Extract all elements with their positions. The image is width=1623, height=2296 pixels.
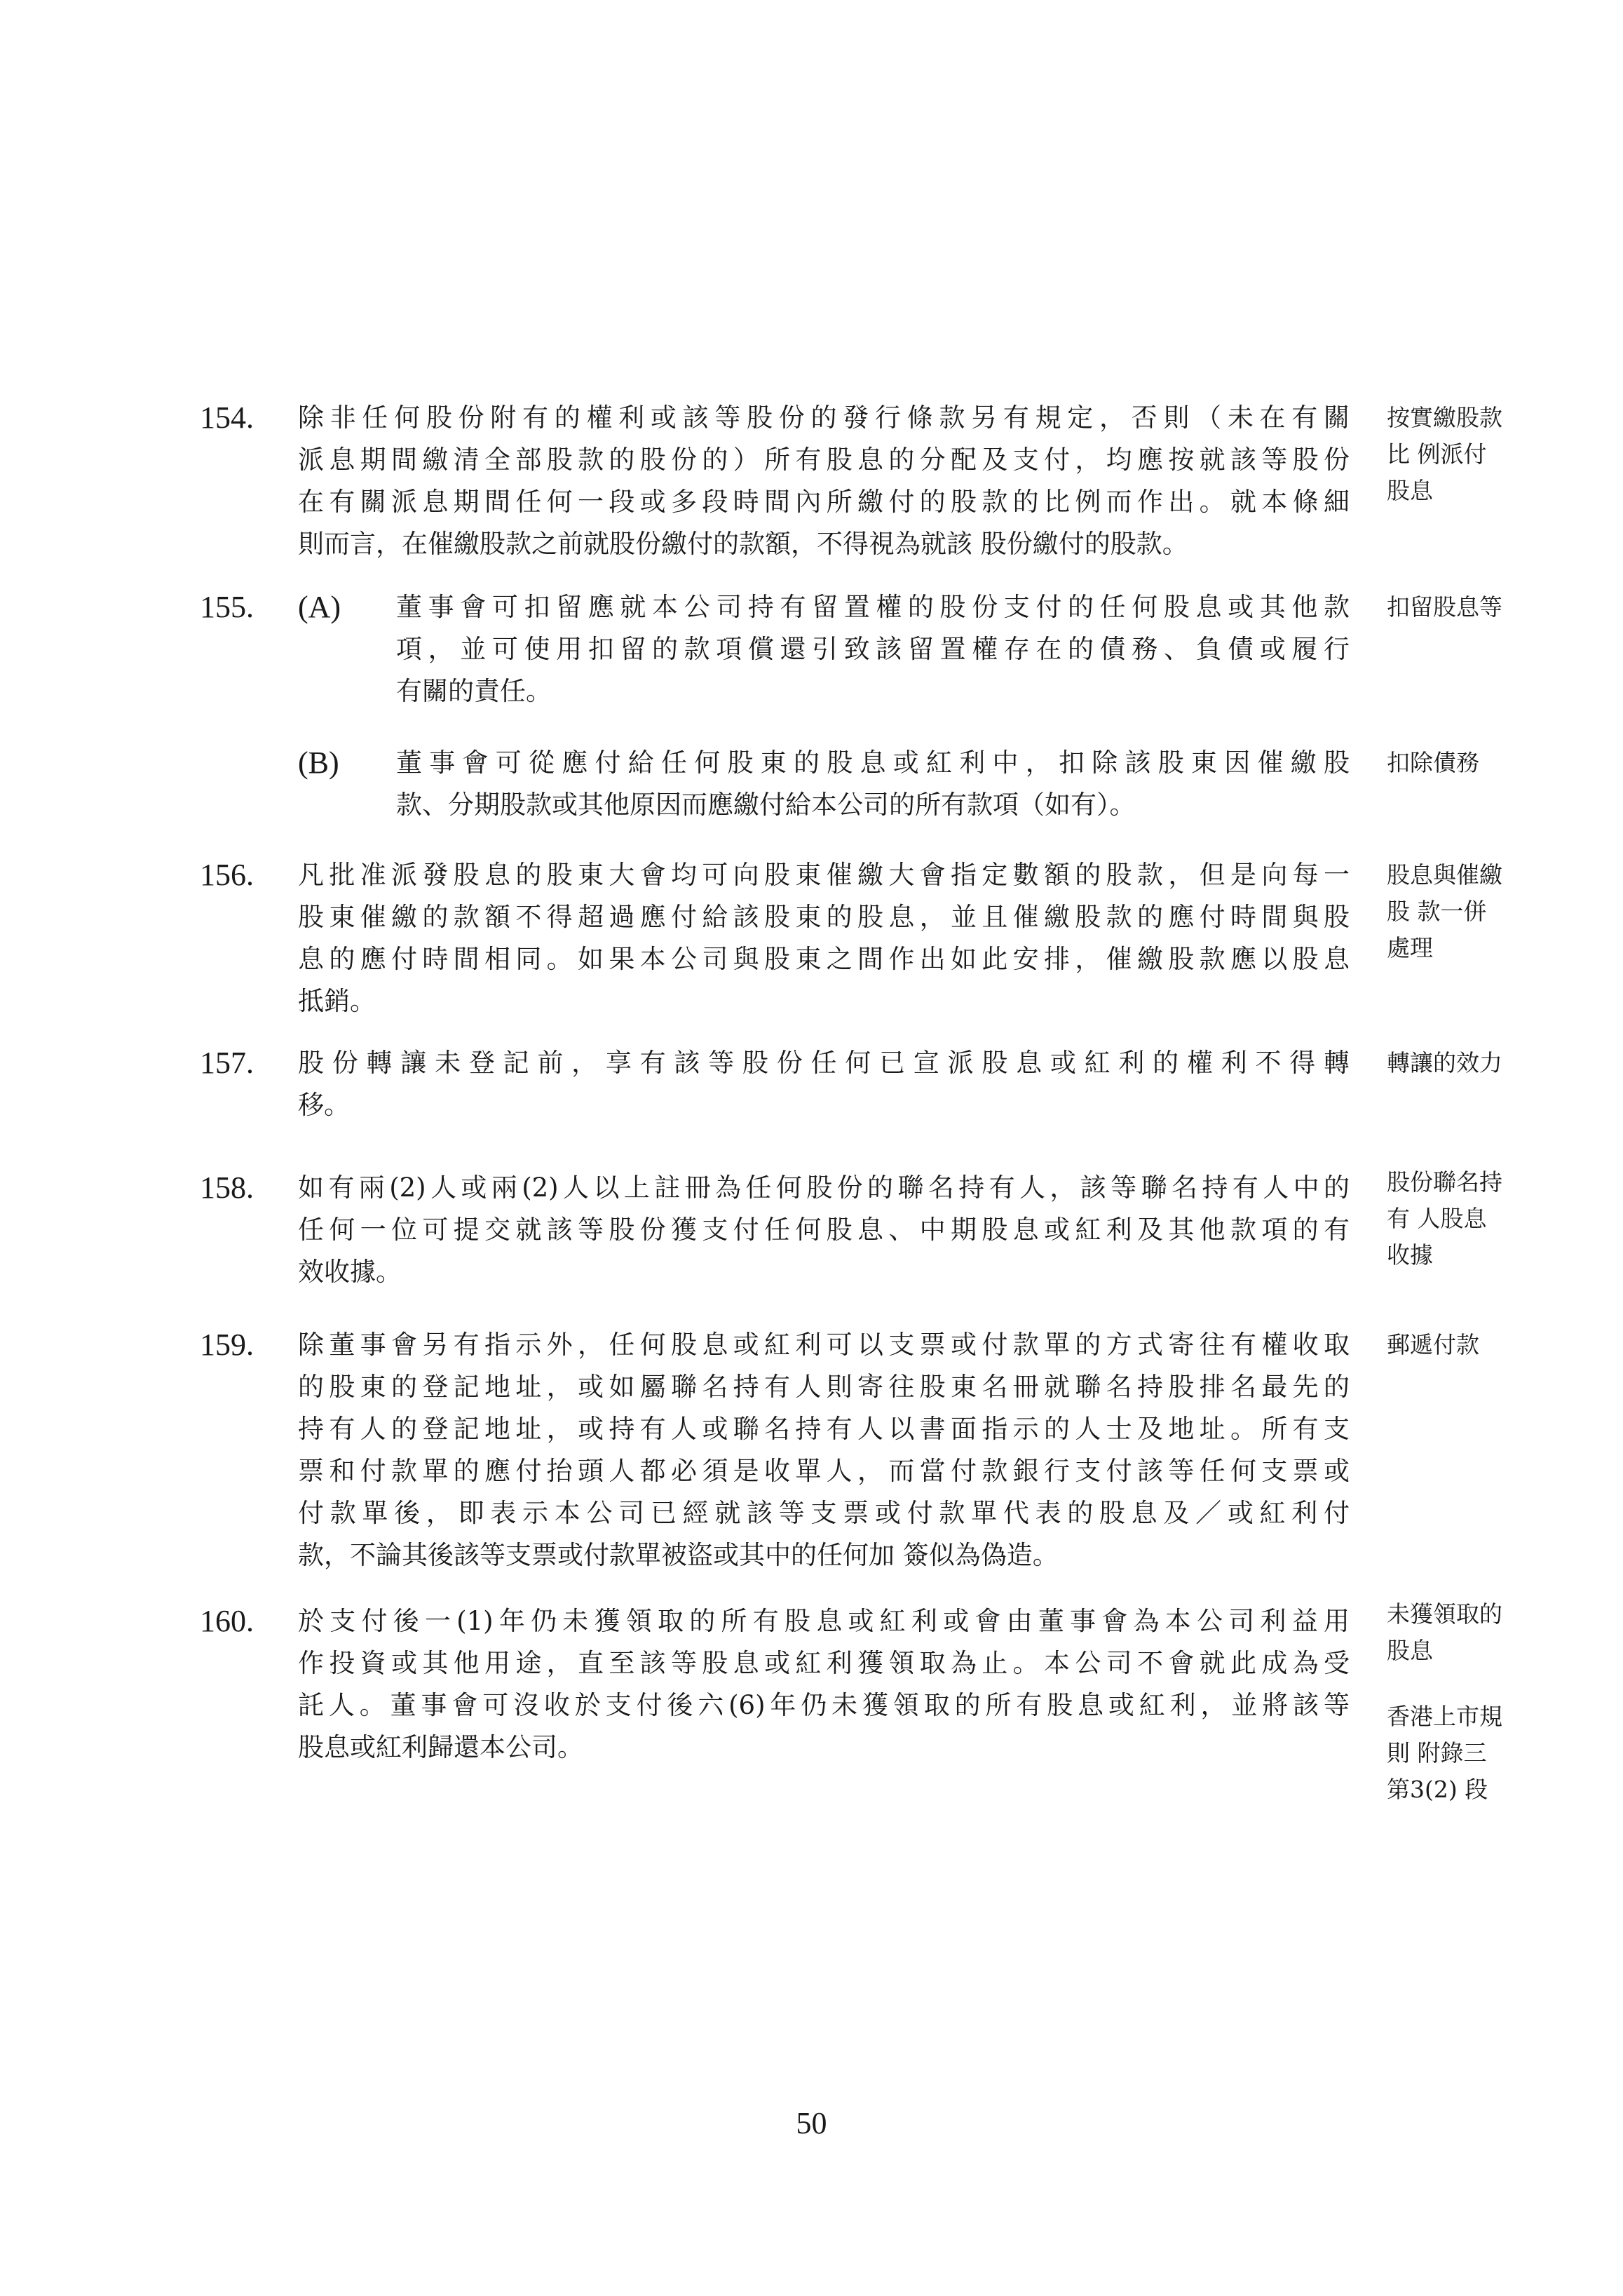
text-line: 票和付款單的應付抬頭人都必須是收單人，而當付款銀行支付該等任何支票或 (298, 1456, 1350, 1486)
margin-note (1387, 1045, 1534, 1081)
text-line: 如有兩(2)人或兩(2)人以上註冊為任何股份的聯名持有人，該等聯名持有人中的 (298, 1173, 1350, 1203)
text-line: 作投資或其他用途，直至該等股息或紅利獲領取為止。本公司不會就此成為受 (298, 1648, 1350, 1678)
margin-note-line: 比 例派付 (1387, 440, 1487, 468)
text-line: 派息期間繳清全部股款的股份的）所有股息的分配及支付，均應按就該等股份 (298, 445, 1350, 475)
sub-clause-text (396, 586, 1350, 713)
text-line: 凡批准派發股息的股東大會均可向股東催繳大會指定數額的股款，但是向每一 (298, 860, 1350, 890)
margin-note-line: 扣留股息等 (1387, 593, 1502, 621)
margin-note-line: 股息 (1387, 1637, 1433, 1664)
article-number: 158. (200, 1170, 254, 1205)
article-text (298, 1167, 1350, 1293)
margin-note (1387, 1164, 1534, 1274)
article-text (298, 854, 1350, 1022)
margin-note-line: 則 附錄三 (1387, 1739, 1487, 1767)
article-number: 154. (200, 400, 254, 435)
article-number: 159. (200, 1328, 254, 1362)
text-line: 董事會可扣留應就本公司持有留置權的股份支付的任何股息或其他款 (396, 592, 1350, 622)
margin-note (1387, 745, 1534, 781)
margin-note (1387, 857, 1534, 966)
sub-clause-label: (A) (298, 590, 341, 624)
text-line: 除非任何股份附有的權利或該等股份的發行條款另有規定，否則（未在有關 (298, 403, 1350, 433)
article-text (298, 1324, 1350, 1576)
text-line: 於支付後一(1)年仍未獲領取的所有股息或紅利或會由董事會為本公司利益用 (298, 1606, 1350, 1636)
text-line: 付款單後，即表示本公司已經就該等支票或付款單代表的股息及／或紅利付 (298, 1498, 1350, 1528)
article-text (298, 1600, 1350, 1769)
margin-note-line: 香港上市規 (1387, 1703, 1502, 1730)
margin-note-line: 收據 (1387, 1241, 1433, 1269)
text-line: 息的應付時間相同。如果本公司與股東之間作出如此安排，催繳股款應以股息 (298, 944, 1350, 974)
text-line: 任何一位可提交就該等股份獲支付任何股息、中期股息或紅利及其他款項的有 (298, 1215, 1350, 1245)
listing-rule-reference (1387, 1699, 1534, 1808)
text-line: 有關的責任。 (396, 676, 552, 706)
article-text (298, 397, 1350, 565)
text-line: 項，並可使用扣留的款項償還引致該留置權存在的債務、負債或履行 (396, 634, 1350, 664)
text-line: 抵銷。 (298, 986, 376, 1016)
margin-note-line: 第3(2) 段 (1387, 1776, 1488, 1803)
article-number: 156. (200, 858, 254, 892)
article-number: 157. (200, 1046, 254, 1080)
margin-note-line: 股息 (1387, 477, 1433, 504)
margin-note-line: 股息與催繳 (1387, 861, 1502, 889)
text-line: 款、分期股款或其他原因而應繳付給本公司的所有款項（如有）。 (396, 790, 1136, 820)
text-line: 股東催繳的款額不得超過應付給該股東的股息，並且催繳股款的應付時間與股 (298, 902, 1350, 932)
text-line: 移。 (298, 1090, 350, 1120)
article-number: 155. (200, 590, 254, 624)
text-line: 款，不論其後該等支票或付款單被盜或其中的任何加 簽似為偽造。 (298, 1540, 1059, 1570)
margin-note-line: 股份聯名持 (1387, 1168, 1502, 1196)
margin-note-line: 未獲領取的 (1387, 1600, 1502, 1628)
sub-clause-label: (B) (298, 745, 339, 780)
text-line: 的股東的登記地址，或如屬聯名持有人則寄往股東名冊就聯名持股排名最先的 (298, 1372, 1350, 1402)
sub-clause-text (396, 742, 1350, 826)
text-line: 持有人的登記地址，或持有人或聯名持有人以書面指示的人士及地址。所有支 (298, 1414, 1350, 1444)
text-line: 在有關派息期間任何一段或多段時間內所繳付的股款的比例而作出。就本條細 (298, 487, 1350, 517)
text-line: 則而言，在催繳股款之前就股份繳付的款額，不得視為就該 股份繳付的股款。 (298, 529, 1188, 559)
margin-note-line: 郵遞付款 (1387, 1331, 1479, 1358)
text-line: 除董事會另有指示外，任何股息或紅利可以支票或付款單的方式寄往有權收取 (298, 1330, 1350, 1360)
margin-note-line: 有 人股息 (1387, 1205, 1487, 1232)
margin-note-line: 轉讓的效力 (1387, 1049, 1502, 1076)
margin-note (1387, 1327, 1534, 1363)
margin-note-line: 按實繳股款 (1387, 404, 1502, 431)
margin-note-line: 處理 (1387, 934, 1433, 961)
margin-note (1387, 400, 1534, 509)
text-line: 託人。董事會可沒收於支付後六(6)年仍未獲領取的所有股息或紅利，並將該等 (298, 1690, 1350, 1720)
article-number: 160. (200, 1604, 254, 1638)
margin-note (1387, 1596, 1534, 1669)
margin-note-line: 股 款一併 (1387, 898, 1487, 925)
text-line: 股息或紅利歸還本公司。 (298, 1732, 583, 1762)
margin-note-line: 扣除債務 (1387, 749, 1479, 776)
text-line: 效收據。 (298, 1257, 402, 1287)
text-line: 董事會可從應付給任何股東的股息或紅利中，扣除該股東因催繳股 (396, 748, 1350, 778)
text-line: 股份轉讓未登記前，享有該等股份任何已宣派股息或紅利的權利不得轉 (298, 1048, 1350, 1078)
page-number: 50 (796, 2106, 827, 2140)
margin-note (1387, 589, 1534, 626)
article-text (298, 1042, 1350, 1126)
